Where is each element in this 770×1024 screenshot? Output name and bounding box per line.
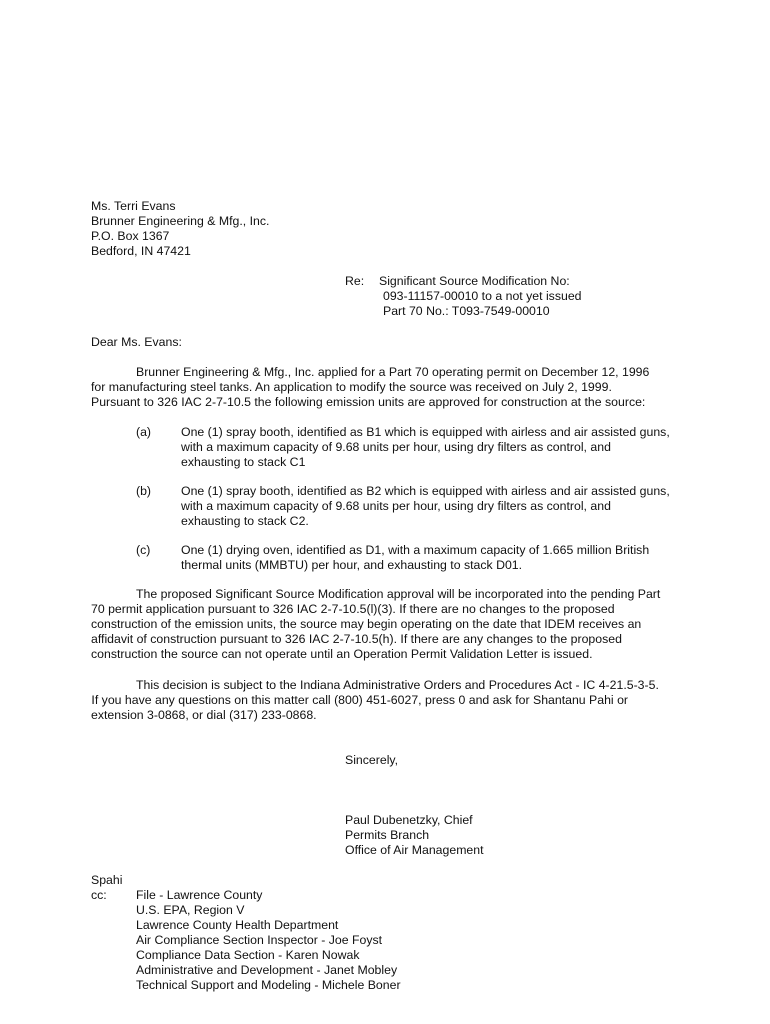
signature-block	[345, 813, 484, 858]
recipient-address	[91, 199, 269, 259]
re-line-2: 093-11157-00010 to a not yet issued	[383, 289, 582, 303]
recipient-city-state-zip: Bedford, IN 47421	[91, 244, 191, 258]
unit-text-line: exhausting to stack C1	[181, 455, 306, 469]
decision-paragraph	[88, 678, 688, 723]
intro-line: Brunner Engineering & Mfg., Inc. applied for a Part 70 operating permit on December 12, 1996	[136, 365, 650, 379]
unit-text-line: One (1) spray booth, identified as B2 which is equipped with airless and air assisted guns,	[181, 484, 670, 498]
typist-initials: Spahi	[91, 873, 123, 887]
decision-line: extension 3-0868, or dial (317) 233-0868.	[91, 708, 317, 722]
unit-text-line: One (1) drying oven, identified as D1, with a maximum capacity of 1.665 million British	[181, 543, 650, 557]
re-label: Re:	[345, 274, 365, 288]
cc-recipient: Lawrence County Health Department	[136, 918, 339, 932]
cc-recipient: File - Lawrence County	[136, 888, 263, 902]
intro-line: Pursuant to 326 IAC 2-7-10.5 the following emission units are approved for construction at the source:	[91, 395, 646, 409]
approval-line: The proposed Significant Source Modification approval will be incorporated into the pending Part	[136, 587, 661, 601]
unit-text-line: exhausting to stack C2.	[181, 514, 309, 528]
cc-recipient: Administrative and Development - Janet Mobley	[136, 963, 398, 977]
approval-paragraph	[91, 587, 691, 662]
signatory-branch: Permits Branch	[345, 828, 430, 842]
decision-line: If you have any questions on this matter call (800) 451-6027, press 0 and ask for Shantanu Pahi or	[88, 693, 629, 707]
intro-line: for manufacturing steel tanks. An application to modify the source was received on July 2, 1999.	[91, 380, 612, 394]
approval-line: affidavit of construction pursuant to 326 IAC 2-7-10.5(h). If there are any changes to the proposed	[91, 632, 622, 646]
cc-label: cc:	[91, 888, 107, 902]
intro-paragraph	[91, 365, 691, 410]
cc-recipient: Air Compliance Section Inspector - Joe Foyst	[136, 933, 383, 947]
unit-text-line: One (1) spray booth, identified as B1 which is equipped with airless and air assisted guns,	[181, 425, 670, 439]
cc-list	[136, 888, 401, 993]
signatory-office: Office of Air Management	[345, 843, 484, 857]
approval-line: construction the source can not operate until an Operation Permit Validation Letter is issued.	[91, 647, 593, 661]
unit-text-line: with a maximum capacity of 9.68 units per hour, using dry filters as control, and	[181, 440, 611, 454]
cc-recipient: Technical Support and Modeling - Michele Boner	[136, 978, 401, 992]
cc-recipient: U.S. EPA, Region V	[136, 903, 245, 917]
recipient-name: Ms. Terri Evans	[91, 199, 176, 213]
decision-line: This decision is subject to the Indiana Administrative Orders and Procedures Act - IC 4-21.5-3-5.	[136, 678, 659, 692]
approval-line: 70 permit application pursuant to 326 IAC 2-7-10.5(l)(3). If there are no changes to the proposed	[91, 602, 615, 616]
salutation: Dear Ms. Evans:	[91, 335, 182, 349]
re-line-1: Significant Source Modification No:	[379, 274, 570, 288]
closing: Sincerely,	[345, 753, 399, 767]
cc-recipient: Compliance Data Section - Karen Nowak	[136, 948, 360, 962]
unit-label: (a)	[136, 425, 152, 439]
recipient-company: Brunner Engineering & Mfg., Inc.	[91, 214, 270, 228]
unit-text-line: thermal units (MMBTU) per hour, and exhausting to stack D01.	[181, 558, 523, 572]
signatory-name: Paul Dubenetzky, Chief	[345, 813, 473, 827]
unit-text-line: with a maximum capacity of 9.68 units per hour, using dry filters as control, and	[181, 499, 611, 513]
re-line-3: Part 70 No.: T093-7549-00010	[383, 304, 550, 318]
approval-line: construction of the emission units, the source may begin operating on the date that IDEM receives an	[91, 617, 642, 631]
unit-label: (c)	[136, 543, 151, 557]
recipient-po-box: P.O. Box 1367	[91, 229, 170, 243]
unit-label: (b)	[136, 484, 152, 498]
